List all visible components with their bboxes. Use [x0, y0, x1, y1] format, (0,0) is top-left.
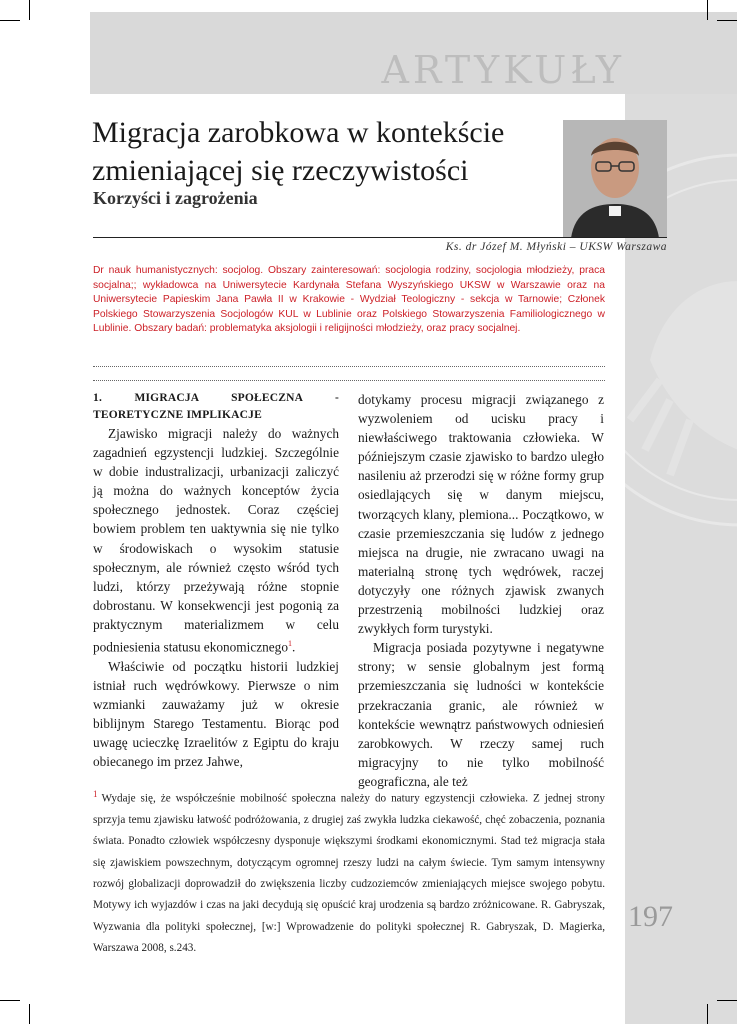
dotted-divider	[93, 366, 605, 367]
paragraph-text: Zjawisko migracji należy do ważnych zagadnień egzystencji ludzkiej. Szczególnie w dobie industralizacji, urbanizacji zaliczyć ją można do ważnych konceptów życia społecznego jednostek. Coraz częściej bowiem problem ten uaktywnia się nie tylko w środowiskach o wysokim statusie społecznym, ale również często wśród tych ludzi, którzy przeżywają różne stopnie dobrostanu. W konsekwencji jest pogonią za praktycznym materializmem w celu podniesienia statusu ekonomicznego	[93, 426, 339, 655]
paragraph	[93, 424, 339, 657]
author-line: Ks. dr Józef M. Młyński – UKSW Warszawa	[445, 241, 667, 253]
page-number: 197	[628, 900, 673, 933]
crop-mark	[0, 20, 20, 21]
author-photo-icon	[563, 120, 667, 238]
footnote	[93, 784, 605, 959]
dotted-divider	[93, 380, 605, 381]
crop-mark	[707, 0, 708, 20]
crop-mark	[0, 1000, 20, 1001]
crop-mark	[717, 1000, 737, 1001]
section-heading: 1. MIGRACJA SPOŁECZNA - TEORETYCZNE IMPLIKACJE	[93, 392, 339, 421]
left-column	[93, 390, 339, 771]
footnote-number: 1	[93, 789, 98, 799]
section-title: ARTYKUŁY	[381, 48, 625, 92]
article-subtitle: Korzyści i zagrożenia	[93, 188, 258, 208]
author-bio: Dr nauk humanistycznych: socjolog. Obszary zainteresowań: socjologia rodziny, socjologia młodzieży, praca socjalna;; wykładowca na Uniwersytecie Kardynała Stefana Wyszyńskiego UKSW w Warszawie oraz na Uniwersytecie Papieskim Jana Pawła II w Krakowie - Wydział Teologiczny - sekcja w Tarnowie; Członek Polskiego Stowarzyszenia Socjologów KUL w Lublinie oraz Polskiego Stowarzyszenia Familiologicznego w Lublinie. Obszary badań: problematyka aksjologii i religijności młodzieży, oraz pracy socjalnej.	[93, 265, 605, 335]
crop-mark	[29, 1004, 30, 1024]
article-title: Migracja zarobkowa w kontekście zmieniającej się rzeczywistości	[92, 116, 505, 187]
crop-mark	[29, 0, 30, 20]
paragraph-text: .	[291, 639, 296, 655]
footnote-text: Wydaje się, że współcześnie mobilność społeczna należy do natury egzystencji człowieka. Z jednej strony sprzyja temu zjawisku łatwość podróżowania, z drugiej zaś zwykła ludzka ciekawość, chęć zobaczenia, poznania świata. Ponadto człowiek współczesny dysponuje większymi środkami ekonomicznymi. Stad też migracja stała się zjawiskiem powszechnym, dotyczącym ogromnej rzeszy ludzi na całym świecie. Tym samym intensywny rozwój globalizacji doprowadził do zwiększenia liczby cudzoziemców zmieniających miejsce swojego pobytu. Motywy ich wyjazdów i czas na jaki decydują się opuścić kraj urodzenia są bardzo zróżnicowane. R. Gabryszak, Wyzwania dla polityki społecznej, [w:] Wprowadzenie do polityki społecznej R. Gabryszak, D. Magierka, Warszawa 2008, s.243.	[93, 792, 605, 954]
crop-mark	[707, 1004, 708, 1024]
crop-mark	[717, 20, 737, 21]
paragraph: dotykamy procesu migracji związanego z wyzwoleniem od ucisku pracy i niewłaściwego traktowania człowieka. W późniejszym czasie zjawisko to bardzo uległo nasileniu aż przerodzi się w różne formy grup osiedlających się w danym miejscu, tworzących klany, plemiona... Początkowo, w czasie przemieszczania się ludów z jednego miejsca na drugie, nie zwracano uwagi na materialną stronę tych wędrówek, raczej dotyczyły one różnych zjawisk zwanych przestrzenią mobilności ludzkiej oraz zwykłych form turystyki.	[358, 392, 604, 637]
paragraph: Właściwie od początku historii ludzkiej istniał ruch wędrówkowy. Pierwsze o nim wzmianki zauważamy już w okresie biblijnym Starego Testamentu. Biorąc pod uwagę ucieczkę Izraelitów z Egiptu do kraju obiecanego im przez Jahwe,	[93, 658, 339, 770]
paragraph: Migracja posiada pozytywne i negatywne strony; w sensie globalnym jest formą przemieszczania się ludności w kontekście przekraczania granic, ale również w kontekście wewnątrz państwowych odniesień zarobkowych. W rzeczy samej ruch migracyjny to nie tylko mobilność geograficzna, ale też	[358, 640, 604, 789]
author-rule	[93, 237, 667, 238]
footnote-ref: 1	[287, 639, 292, 649]
right-column	[358, 390, 604, 791]
